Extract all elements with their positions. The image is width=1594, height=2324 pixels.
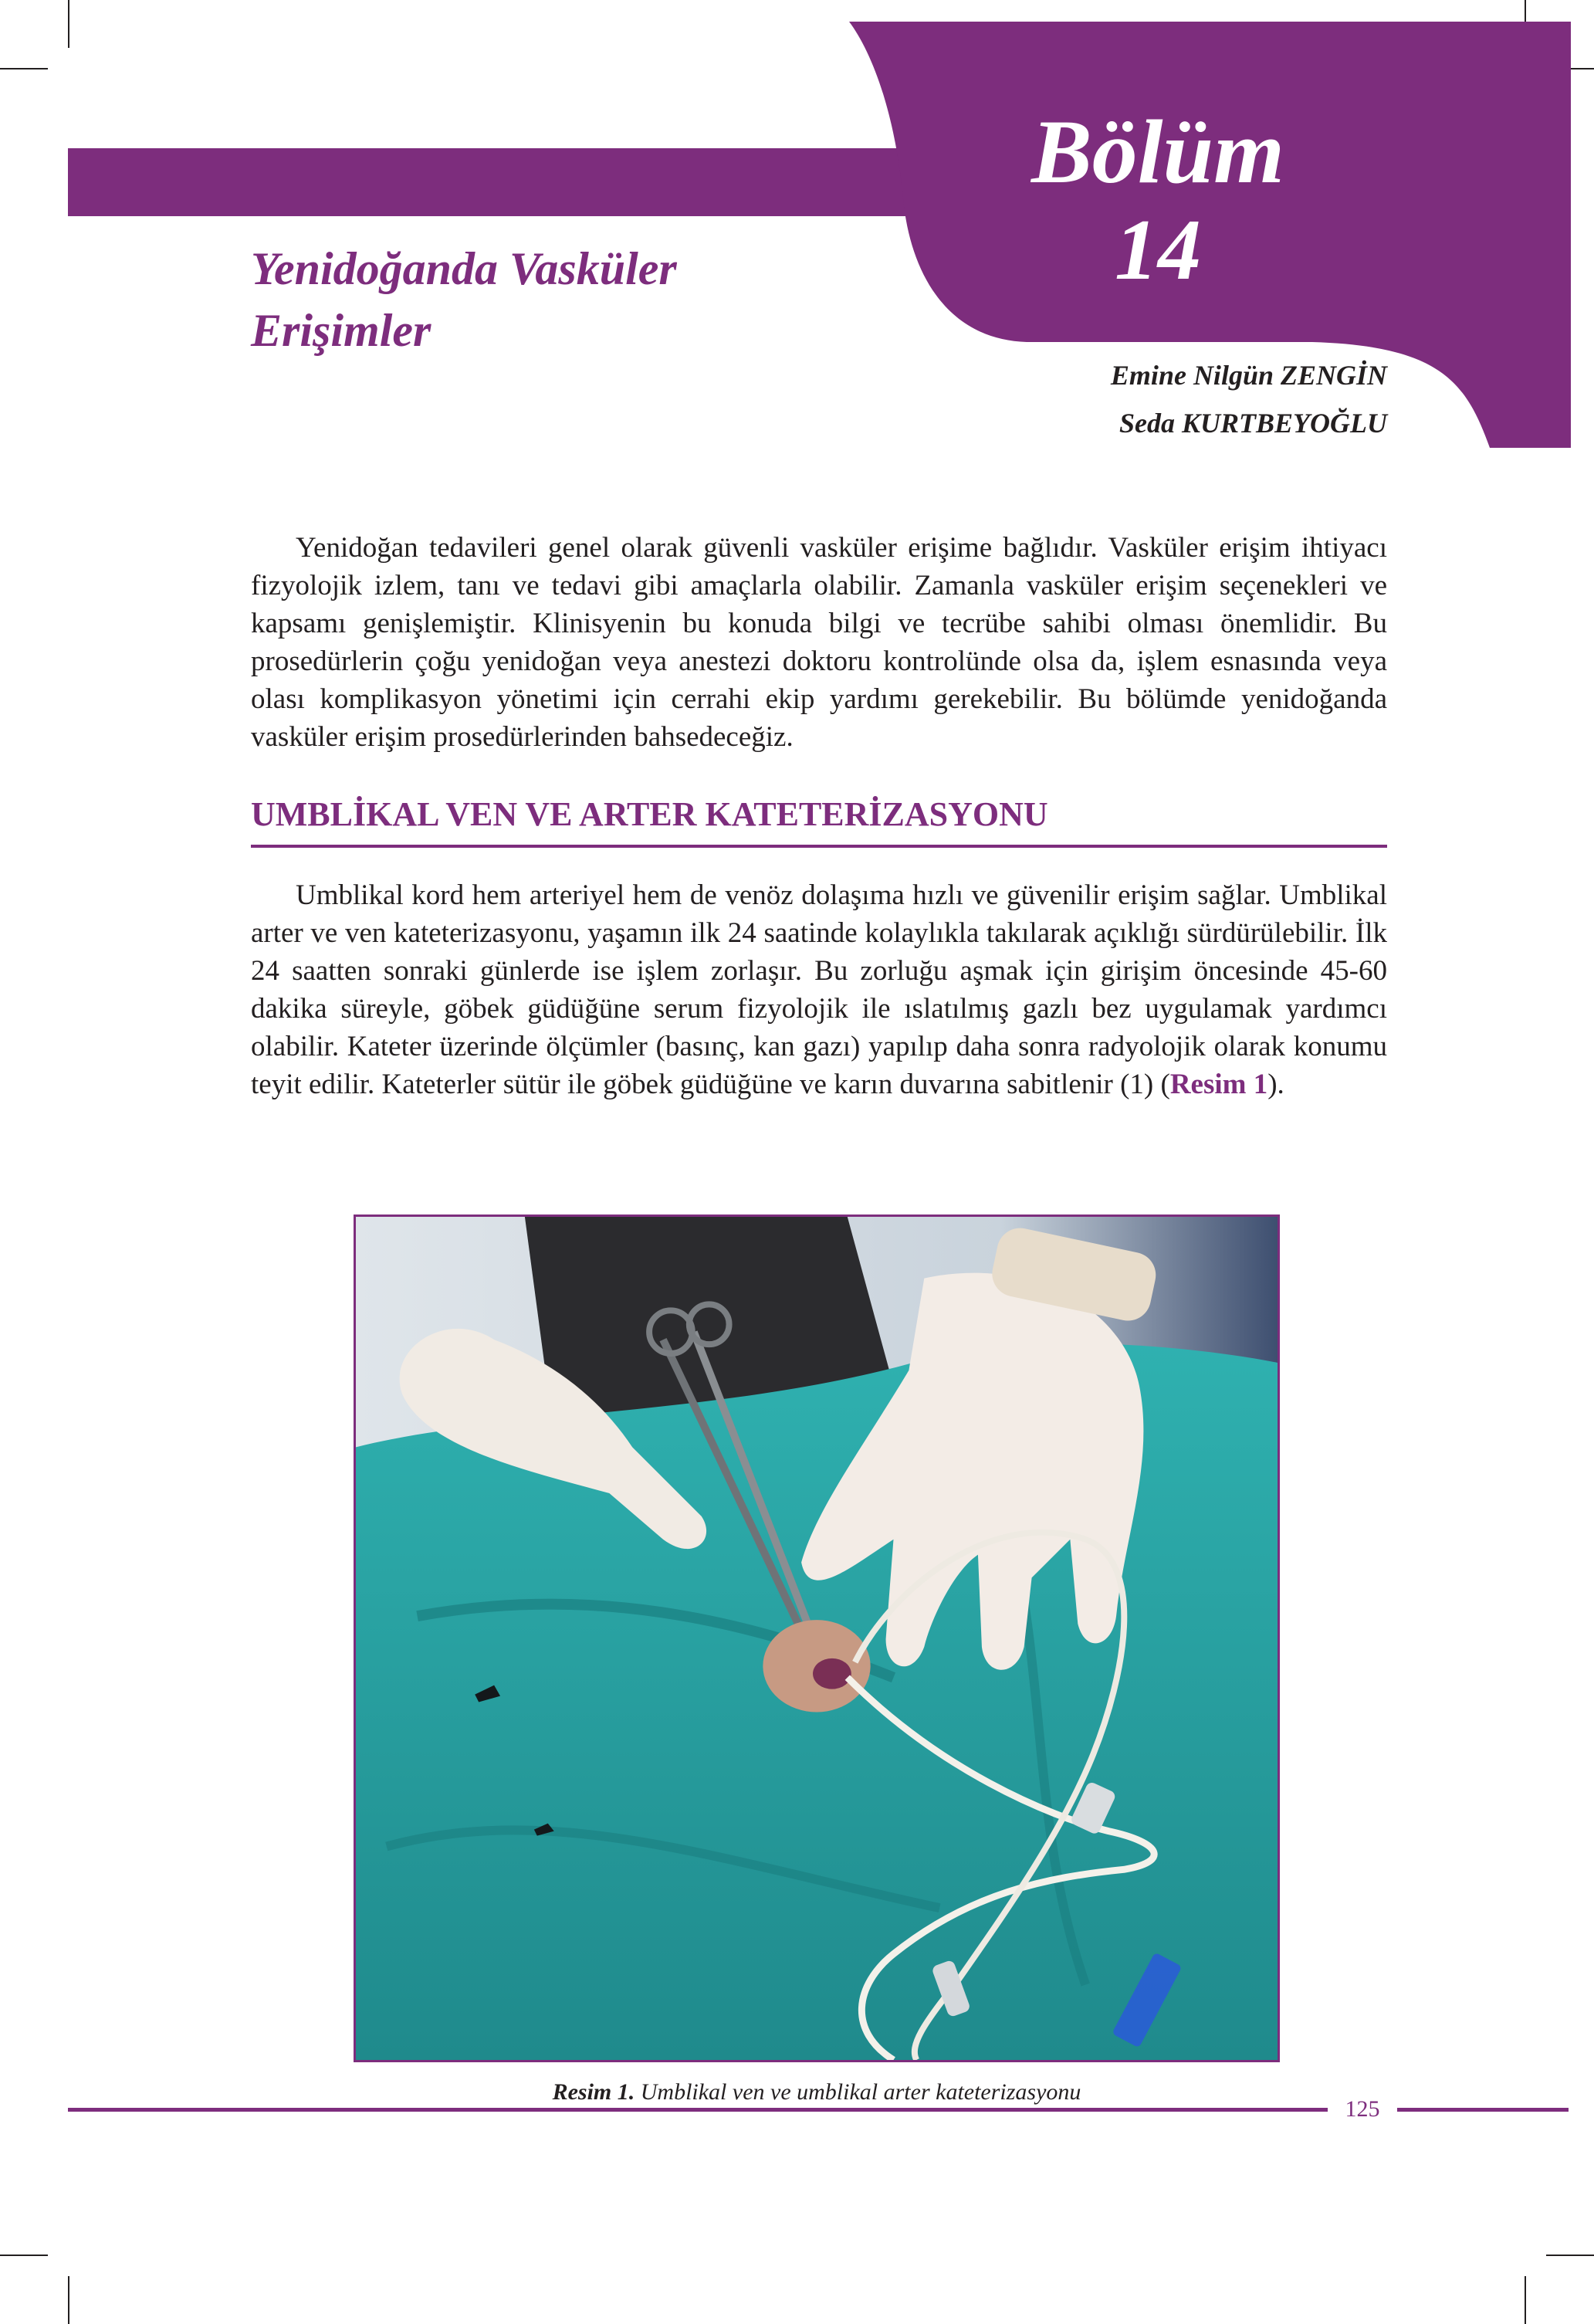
page-number: 125 [1345,2096,1380,2122]
figure-caption-label: Resim 1. [552,2079,635,2105]
chapter-title-line: Erişimler [251,305,431,356]
section-rule [251,845,1387,848]
figure-photo [354,1215,1280,2062]
crop-mark [0,2255,48,2256]
catheterization-photo [356,1217,1278,2060]
chapter-title-line: Yenidoğanda Vasküler [251,243,677,294]
section-paragraph-text: Umblikal kord hem arteriyel hem de venöz dolaşıma hızlı ve güvenilir erişim sağlar. Umblikal arter ve ven kateterizasyonu, yaşamın ilk 24 saatinde kolaylıkla takılarak açıklığı sürdürülebilir. İlk 24 saatten sonraki günlerde ise işlem zorlaşır. Bu zorluğu aşmak için girişim öncesinde 45-60 dakika süreyle, göbek güdüğüne serum fizyolojik ile ıslatılmış gazlı bez uygulamak yardımcı olabilir. Kateter üzerinde ölçümler (basınç, kan gazı) yapılıp daha sonra radyolojik olarak konumu teyit edilir. Kateterler sütür ile göbek güdüğüne ve karın duvarına sabitlenir (1) ( [251,879,1387,1100]
footer-rule [68,2108,1328,2112]
crop-mark [68,0,69,48]
crop-mark [0,68,48,69]
author-list [1111,351,1387,447]
chapter-title [251,238,868,361]
author-name: Emine Nilgün ZENGİN [1110,360,1387,391]
intro-paragraph: Yenidoğan tedavileri genel olarak güvenli vasküler erişime bağlıdır. Vasküler erişim ihtiyacı fizyolojik izlem, tanı ve tedavi gibi amaçlarla olabilir. Zamanla vasküler erişim seçenekleri ve kapsamı genişlemiştir. Klinisyenin bu konuda bilgi ve tecrübe sahibi olması önemlidir. Bu prosedürlerin çoğu yenidoğan veya anestezi doktoru kontrolünde olsa da, işlem esnasında veya olası komplikasyon yönetimi için cerrahi ekip yardımı gerekebilir. Bu bölümde yenidoğanda vasküler erişim prosedürlerinden bahsedeceğiz. [251,532,1387,753]
figure-caption [354,2077,1280,2108]
chapter-label: Bölüm [1031,101,1284,202]
section-paragraph-end: ). [1267,1069,1284,1100]
footer-rule [1397,2108,1569,2112]
chapter-number: 14 [1115,202,1201,298]
crop-mark [1525,2276,1526,2324]
author-name: Seda KURTBEYOĞLU [1119,408,1387,439]
figure-caption-text: Umblikal ven ve umblikal arter kateterizasyonu [640,2079,1081,2105]
figure-reference-link[interactable]: Resim 1 [1169,1069,1268,1100]
section-heading: UMBLİKAL VEN VE ARTER KATETERİZASYONU [251,795,1048,833]
section-paragraph [251,876,1387,1103]
crop-mark [68,2276,69,2324]
crop-mark [1546,2255,1594,2256]
